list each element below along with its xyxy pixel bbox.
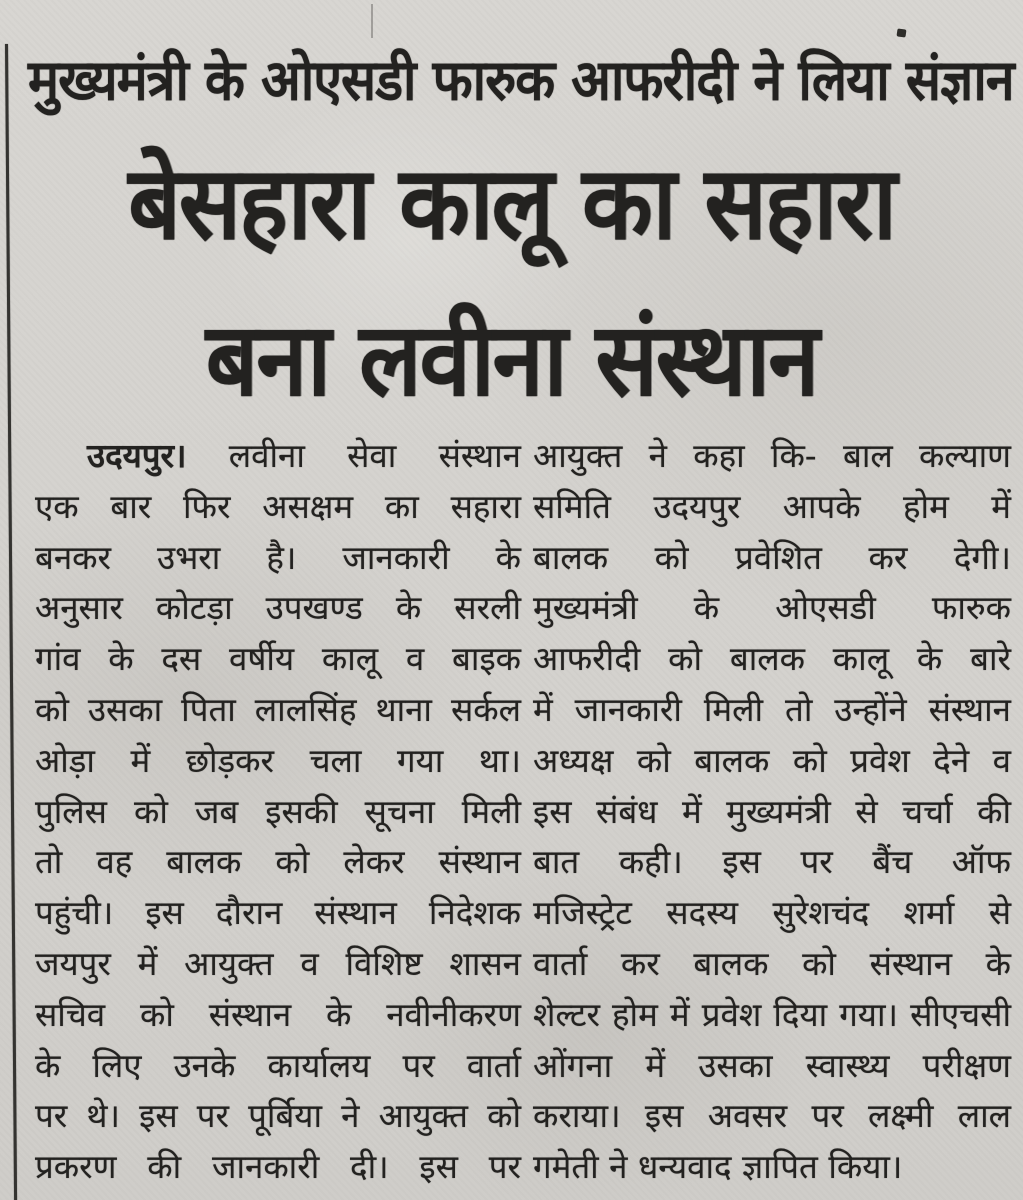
body-line: वार्ता कर बालक को संस्थान के (533, 943, 1011, 983)
body-line: गांव के दस वर्षीय कालू व बाइक (35, 639, 521, 679)
body-line: एक बार फिर असक्षम का सहारा (35, 486, 521, 526)
body-line: पहुंची। इस दौरान संस्थान निदेशक (35, 893, 521, 933)
body-line: पर थे। इस पर पूर्बिया ने आयुक्त को (35, 1096, 521, 1136)
body-line: बनकर उभरा है। जानकारी के (35, 537, 521, 577)
body-line-text: लवीना सेवा संस्थान (228, 436, 521, 475)
body-line: समिति उदयपुर आपके होम में (533, 486, 1011, 526)
body-line: अध्यक्ष को बालक को प्रवेश देने व (533, 740, 1011, 780)
body-line: के लिए उनके कार्यालय पर वार्ता (35, 1045, 521, 1085)
ink-speck (896, 28, 906, 37)
headline-line-1: बेसहारा कालू का सहारा (128, 144, 895, 263)
body-line: ओंगना में उसका स्वास्थ्य परीक्षण (533, 1045, 1011, 1085)
body-line: प्रकरण की जानकारी दी। इस पर (35, 1147, 521, 1187)
headline-line-2: बना लवीना संस्थान (205, 300, 818, 419)
body-line (35, 431, 521, 482)
scratch-mark (371, 4, 373, 38)
body-line: इस संबंध में मुख्यमंत्री से चर्चा की (533, 791, 1011, 831)
body-line: सचिव को संस्थान के नवीनीकरण (35, 994, 521, 1034)
body-line: आफरीदी को बालक कालू के बारे (533, 639, 1011, 679)
body-column-right (533, 431, 1011, 1193)
body-line: जयपुर में आयुक्त व विशिष्ट शासन (35, 943, 521, 983)
body-line: में जानकारी मिली तो उन्होंने संस्थान (533, 689, 1011, 729)
body-line: ओड़ा में छोड़कर चला गया था। (35, 740, 521, 780)
body-line: अनुसार कोटड़ा उपखण्ड के सरली (35, 588, 521, 628)
body-line: बालक को प्रवेशित कर देगी। (533, 537, 1011, 577)
body-line: को उसका पिता लालसिंह थाना सर्कल (35, 689, 521, 729)
body-line: बात कही। इस पर बैंच ऑफ (533, 842, 1011, 882)
body-line: गमेती ने धन्यवाद ज्ञापित किया। (533, 1147, 903, 1187)
body-line: मुख्यमंत्री के ओएसडी फारुक (533, 588, 1011, 628)
headline (0, 126, 1023, 438)
body-line: शेल्टर होम में प्रवेश दिया गया। सीएचसी (533, 994, 1011, 1034)
body-line: तो वह बालक को लेकर संस्थान (35, 842, 521, 882)
dateline: उदयपुर। (87, 436, 187, 475)
body-line: मजिस्ट्रेट सदस्य सुरेशचंद शर्मा से (533, 893, 1011, 933)
body-line: पुलिस को जब इसकी सूचना मिली (35, 791, 521, 831)
body-line: कराया। इस अवसर पर लक्ष्मी लाल (533, 1096, 1011, 1136)
body-column-left (35, 431, 521, 1193)
strapline: मुख्यमंत्री के ओएसडी फारुक आफरीदी ने लिया संज्ञान (28, 48, 1014, 114)
body-line: आयुक्त ने कहा कि- बाल कल्याण (533, 436, 1011, 475)
